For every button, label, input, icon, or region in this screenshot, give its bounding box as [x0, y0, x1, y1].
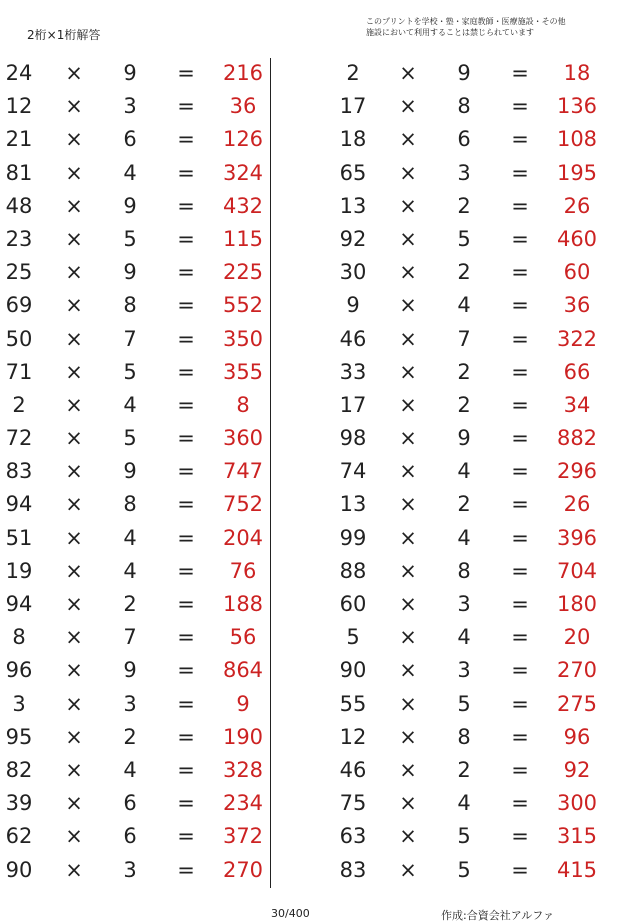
equals-sign: = [177, 757, 195, 782]
multiplier: 3 [457, 658, 471, 683]
equals-sign: = [511, 724, 529, 749]
multiplier: 3 [457, 160, 471, 185]
times-sign: × [65, 791, 83, 816]
multiplier: 4 [123, 757, 137, 782]
equals-sign: = [177, 592, 195, 616]
multiplier: 4 [123, 558, 137, 583]
times-sign: × [399, 492, 417, 517]
multiplier: 7 [123, 326, 137, 351]
equals-sign: = [511, 160, 529, 185]
times-sign: × [399, 260, 417, 285]
times-sign: × [399, 857, 417, 882]
author-credit: 作成:合資会社アルファ [441, 909, 555, 922]
multiplicand: 12 [5, 94, 33, 119]
times-sign: × [65, 558, 83, 583]
answer: 34 [563, 392, 591, 417]
answer: 372 [222, 824, 264, 849]
multiplicand: 94 [5, 492, 33, 517]
multiplicand: 88 [339, 558, 367, 583]
answer: 882 [556, 426, 598, 451]
times-sign: × [65, 492, 83, 517]
times-sign: × [399, 625, 417, 650]
times-sign: × [399, 326, 417, 351]
equals-sign: = [177, 857, 195, 882]
answer: 747 [222, 459, 264, 484]
answer: 9 [236, 691, 250, 716]
times-sign: × [399, 724, 417, 749]
multiplicand: 5 [346, 625, 360, 650]
multiplicand: 39 [5, 791, 33, 816]
equals-sign: = [177, 392, 195, 417]
times-sign: × [65, 260, 83, 285]
equals-sign: = [511, 359, 529, 384]
multiplier: 9 [123, 193, 137, 218]
multiplier: 5 [123, 359, 137, 384]
answer: 322 [556, 326, 598, 351]
answer: 204 [222, 525, 264, 550]
times-sign: × [399, 757, 417, 782]
answer: 60 [563, 260, 591, 285]
answer: 275 [556, 691, 598, 716]
times-sign: × [399, 525, 417, 550]
multiplicand: 74 [339, 459, 367, 484]
times-sign: × [65, 459, 83, 484]
multiplicand: 48 [5, 193, 33, 218]
times-sign: × [65, 757, 83, 782]
times-sign: × [65, 293, 83, 318]
multiplier: 9 [123, 260, 137, 285]
multiplicand: 3 [12, 691, 26, 716]
multiplicand: 46 [339, 757, 367, 782]
multiplier: 5 [457, 691, 471, 716]
answer: 270 [556, 658, 598, 683]
times-sign: × [65, 326, 83, 351]
multiplicand: 12 [339, 724, 367, 749]
multiplicand: 55 [339, 691, 367, 716]
multiplier: 4 [123, 392, 137, 417]
times-sign: × [399, 459, 417, 484]
multiplicand: 94 [5, 592, 33, 616]
multiplier: 6 [123, 791, 137, 816]
multiplicand: 60 [339, 592, 367, 616]
multiplier: 2 [457, 392, 471, 417]
times-sign: × [65, 359, 83, 384]
multiplicand: 90 [339, 658, 367, 683]
multiplicand: 83 [5, 459, 33, 484]
times-sign: × [65, 824, 83, 849]
answer: 190 [222, 724, 264, 749]
equals-sign: = [177, 791, 195, 816]
equals-sign: = [511, 658, 529, 683]
multiplier: 8 [123, 492, 137, 517]
times-sign: × [65, 857, 83, 882]
equals-sign: = [177, 260, 195, 285]
multiplier: 4 [457, 525, 471, 550]
multiplicand: 50 [5, 326, 33, 351]
multiplicand: 2 [12, 392, 26, 417]
multiplicand: 69 [5, 293, 33, 318]
multiplier: 9 [123, 658, 137, 683]
multiplicand: 30 [339, 260, 367, 285]
multiplier: 7 [457, 326, 471, 351]
multiplicand: 63 [339, 824, 367, 849]
multiplier: 5 [123, 226, 137, 251]
multiplicand: 25 [5, 260, 33, 285]
times-sign: × [399, 392, 417, 417]
equals-sign: = [511, 592, 529, 616]
multiplicand: 33 [339, 359, 367, 384]
page-number: 30/400 [271, 907, 310, 920]
answer: 20 [563, 625, 591, 650]
multiplicand: 18 [339, 127, 367, 152]
answer: 234 [222, 791, 264, 816]
equals-sign: = [511, 61, 529, 85]
equals-sign: = [511, 94, 529, 119]
answer: 18 [563, 61, 591, 85]
worksheet-title: 2桁×1桁解答 [27, 28, 101, 42]
equals-sign: = [511, 459, 529, 484]
equals-sign: = [511, 857, 529, 882]
times-sign: × [399, 193, 417, 218]
times-sign: × [399, 61, 417, 85]
answer: 180 [556, 592, 598, 616]
equals-sign: = [177, 525, 195, 550]
times-sign: × [65, 525, 83, 550]
answer: 8 [236, 392, 250, 417]
multiplicand: 92 [339, 226, 367, 251]
answer: 26 [563, 193, 591, 218]
answer: 752 [222, 492, 264, 517]
multiplier: 4 [123, 160, 137, 185]
times-sign: × [65, 691, 83, 716]
multiplier: 9 [123, 459, 137, 484]
equals-sign: = [177, 459, 195, 484]
multiplicand: 2 [346, 61, 360, 85]
equals-sign: = [511, 226, 529, 251]
answer: 115 [222, 226, 264, 251]
times-sign: × [65, 127, 83, 152]
multiplier: 9 [123, 61, 137, 85]
equals-sign: = [177, 558, 195, 583]
multiplier: 2 [457, 359, 471, 384]
multiplier: 3 [123, 691, 137, 716]
multiplier: 4 [457, 459, 471, 484]
equals-sign: = [177, 61, 195, 85]
answer: 296 [556, 459, 598, 484]
answer: 195 [556, 160, 598, 185]
multiplier: 6 [457, 127, 471, 152]
times-sign: × [399, 160, 417, 185]
answer: 225 [222, 260, 264, 285]
usage-notice-line1: このプリントを学校・塾・家庭教師・医療施設・その他 [366, 17, 566, 26]
multiplicand: 72 [5, 426, 33, 451]
equals-sign: = [511, 426, 529, 451]
equals-sign: = [177, 326, 195, 351]
multiplier: 3 [123, 857, 137, 882]
equals-sign: = [177, 193, 195, 218]
answer: 36 [563, 293, 591, 318]
multiplicand: 46 [339, 326, 367, 351]
times-sign: × [65, 160, 83, 185]
usage-notice-line2: 施設において利用することは禁じられています [366, 28, 534, 37]
times-sign: × [399, 293, 417, 318]
multiplicand: 95 [5, 724, 33, 749]
times-sign: × [399, 226, 417, 251]
multiplicand: 83 [339, 857, 367, 882]
multiplicand: 71 [5, 359, 33, 384]
equals-sign: = [177, 293, 195, 318]
answer: 552 [222, 293, 264, 318]
answer: 66 [563, 359, 591, 384]
multiplicand: 17 [339, 94, 367, 119]
equals-sign: = [511, 791, 529, 816]
multiplier: 5 [457, 857, 471, 882]
multiplicand: 65 [339, 160, 367, 185]
equals-sign: = [177, 824, 195, 849]
times-sign: × [399, 824, 417, 849]
multiplicand: 23 [5, 226, 33, 251]
answer: 56 [229, 625, 257, 650]
times-sign: × [65, 658, 83, 683]
times-sign: × [65, 392, 83, 417]
multiplier: 7 [123, 625, 137, 650]
answer: 360 [222, 426, 264, 451]
answer: 216 [222, 61, 264, 85]
usage-notice [366, 16, 566, 38]
times-sign: × [399, 592, 417, 616]
answer: 415 [556, 857, 598, 882]
times-sign: × [399, 691, 417, 716]
equals-sign: = [177, 426, 195, 451]
multiplicand: 90 [5, 857, 33, 882]
multiplier: 2 [457, 757, 471, 782]
equals-sign: = [511, 691, 529, 716]
equals-sign: = [511, 392, 529, 417]
times-sign: × [65, 724, 83, 749]
multiplier: 8 [457, 558, 471, 583]
answer: 36 [229, 94, 257, 119]
multiplier: 4 [457, 293, 471, 318]
equals-sign: = [177, 127, 195, 152]
multiplier: 8 [457, 724, 471, 749]
equals-sign: = [511, 260, 529, 285]
multiplier: 5 [457, 824, 471, 849]
equals-sign: = [511, 492, 529, 517]
equals-sign: = [511, 625, 529, 650]
answer: 136 [556, 94, 598, 119]
equals-sign: = [511, 326, 529, 351]
multiplier: 2 [457, 260, 471, 285]
equals-sign: = [177, 658, 195, 683]
multiplier: 8 [457, 94, 471, 119]
equals-sign: = [511, 824, 529, 849]
times-sign: × [399, 94, 417, 119]
multiplicand: 19 [5, 558, 33, 583]
multiplicand: 51 [5, 525, 33, 550]
multiplier: 4 [457, 625, 471, 650]
times-sign: × [399, 359, 417, 384]
times-sign: × [399, 658, 417, 683]
multiplicand: 96 [5, 658, 33, 683]
answer: 188 [222, 592, 264, 616]
multiplier: 2 [457, 492, 471, 517]
times-sign: × [399, 558, 417, 583]
multiplier: 9 [457, 426, 471, 451]
equals-sign: = [177, 724, 195, 749]
multiplicand: 17 [339, 392, 367, 417]
times-sign: × [65, 625, 83, 650]
multiplier: 6 [123, 127, 137, 152]
answer: 396 [556, 525, 598, 550]
equals-sign: = [177, 94, 195, 119]
answer: 864 [222, 658, 264, 683]
times-sign: × [65, 193, 83, 218]
answer: 315 [556, 824, 598, 849]
equals-sign: = [177, 160, 195, 185]
times-sign: × [399, 791, 417, 816]
multiplicand: 98 [339, 426, 367, 451]
multiplicand: 82 [5, 757, 33, 782]
multiplicand: 24 [5, 61, 33, 85]
multiplier: 2 [457, 193, 471, 218]
answer: 26 [563, 492, 591, 517]
answer: 96 [563, 724, 591, 749]
equals-sign: = [177, 226, 195, 251]
answer: 126 [222, 127, 264, 152]
answer: 270 [222, 857, 264, 882]
multiplicand: 75 [339, 791, 367, 816]
answer: 355 [222, 359, 264, 384]
equals-sign: = [511, 525, 529, 550]
multiplicand: 81 [5, 160, 33, 185]
multiplier: 3 [123, 94, 137, 119]
equals-sign: = [177, 625, 195, 650]
multiplicand: 13 [339, 193, 367, 218]
times-sign: × [65, 226, 83, 251]
multiplier: 5 [123, 426, 137, 451]
multiplier: 4 [457, 791, 471, 816]
times-sign: × [399, 127, 417, 152]
answer: 92 [563, 757, 591, 782]
multiplier: 9 [457, 61, 471, 85]
equals-sign: = [177, 492, 195, 517]
multiplicand: 99 [339, 525, 367, 550]
equals-sign: = [511, 127, 529, 152]
answer: 460 [556, 226, 598, 251]
times-sign: × [65, 61, 83, 85]
answer: 300 [556, 791, 598, 816]
equals-sign: = [511, 558, 529, 583]
answer: 432 [222, 193, 264, 218]
multiplier: 4 [123, 525, 137, 550]
times-sign: × [399, 426, 417, 451]
multiplicand: 13 [339, 492, 367, 517]
multiplicand: 8 [12, 625, 26, 650]
equals-sign: = [511, 293, 529, 318]
multiplier: 5 [457, 226, 471, 251]
times-sign: × [65, 426, 83, 451]
answer: 76 [229, 558, 257, 583]
multiplicand: 21 [5, 127, 33, 152]
answer: 328 [222, 757, 264, 782]
multiplier: 8 [123, 293, 137, 318]
equals-sign: = [511, 757, 529, 782]
multiplicand: 9 [346, 293, 360, 318]
multiplier: 2 [123, 724, 137, 749]
equals-sign: = [177, 359, 195, 384]
answer: 108 [556, 127, 598, 152]
multiplier: 3 [457, 592, 471, 616]
answer: 324 [222, 160, 264, 185]
equals-sign: = [511, 193, 529, 218]
equals-sign: = [177, 691, 195, 716]
answer: 350 [222, 326, 264, 351]
multiplier: 6 [123, 824, 137, 849]
times-sign: × [65, 592, 83, 616]
answer: 704 [556, 558, 598, 583]
multiplier: 2 [123, 592, 137, 616]
multiplicand: 62 [5, 824, 33, 849]
times-sign: × [65, 94, 83, 119]
